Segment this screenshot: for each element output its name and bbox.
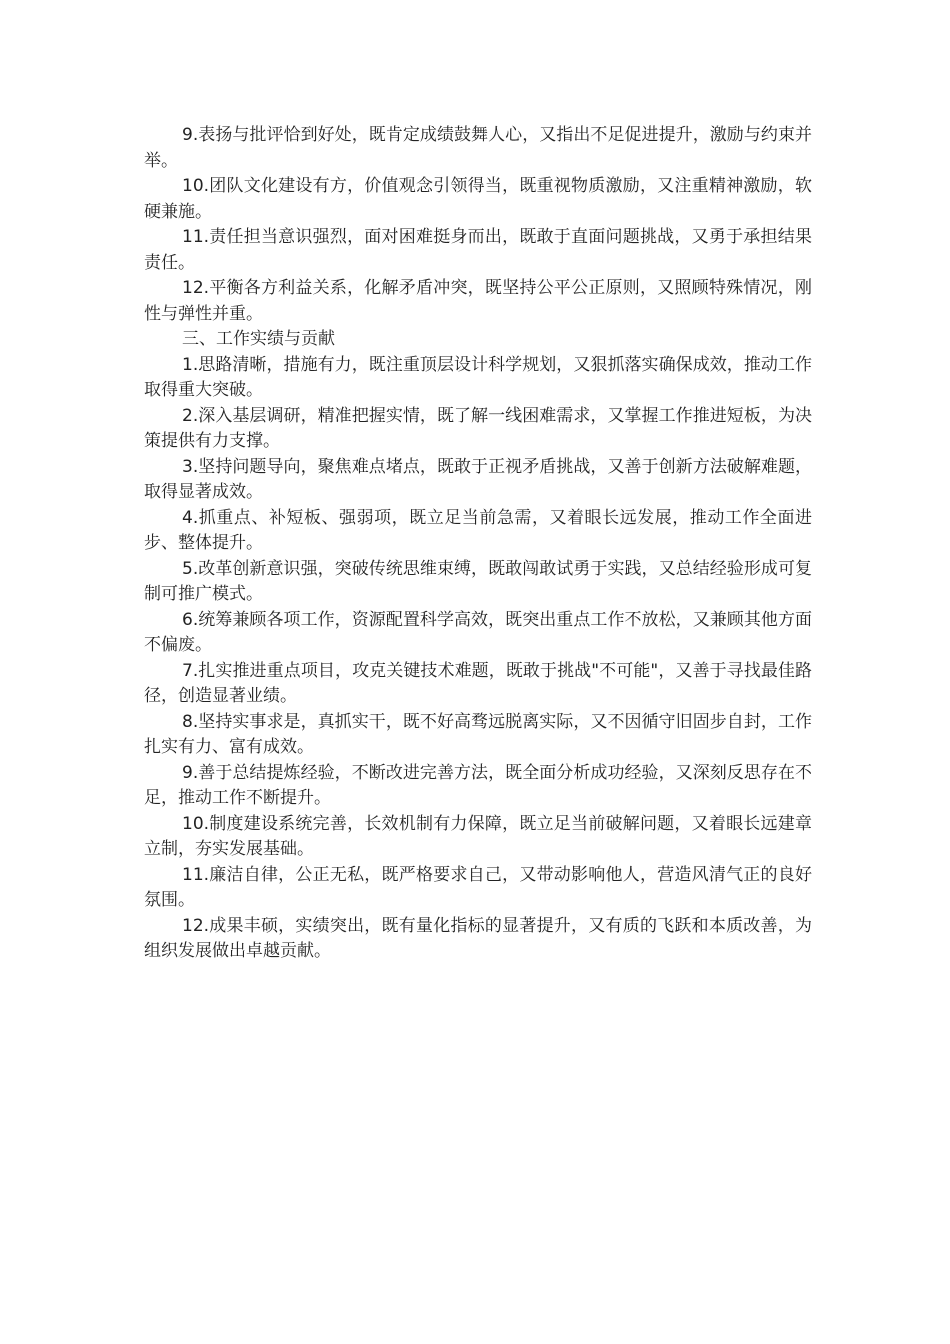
paragraph-item-12-balance-interests: 12.平衡各方利益关系，化解矛盾冲突，既坚持公平公正原则，又照顾特殊情况，刚性与弹性并重。 (144, 278, 812, 324)
paragraph-item-10-system-building: 10.制度建设系统完善，长效机制有力保障，既立足当前破解问题，又着眼长远建章立制，夯实发展基础。 (144, 813, 812, 859)
paragraph-item-3-problem-oriented: 3.坚持问题导向，聚焦难点堵点，既敢于正视矛盾挑战，又善于创新方法破解难题，取得显著成效。 (144, 456, 812, 502)
paragraph-item-2-grassroots-research: 2.深入基层调研，精准把握实情，既了解一线困难需求，又掌握工作推进短板，为决策提供有力支撑。 (144, 405, 812, 451)
section-heading-work-performance: 三、工作实绩与贡献 (182, 329, 335, 349)
paragraph-item-10-team-culture: 10.团队文化建设有方，价值观念引领得当，既重视物质激励，又注重精神激励，软硬兼施。 (144, 176, 812, 222)
paragraph-item-5-reform-innovation: 5.改革创新意识强，突破传统思维束缚，既敢闯敢试勇于实践，又总结经验形成可复制可推广模式。 (144, 558, 812, 604)
paragraph-item-11-responsibility: 11.责任担当意识强烈，面对困难挺身而出，既敢于直面问题挑战，又勇于承担结果责任。 (144, 227, 812, 273)
paragraph-item-12-fruitful-results: 12.成果丰硕，实绩突出，既有量化指标的显著提升，又有质的飞跃和本质改善，为组织发展做出卓越贡献。 (144, 915, 812, 961)
paragraph-item-8-seek-truth: 8.坚持实事求是，真抓实干，既不好高骛远脱离实际，又不因循守旧固步自封，工作扎实有力、富有成效。 (144, 711, 812, 757)
paragraph-item-9-summarize-experience: 9.善于总结提炼经验，不断改进完善方法，既全面分析成功经验，又深刻反思存在不足，推动工作不断提升。 (144, 762, 812, 808)
paragraph-item-11-integrity: 11.廉洁自律，公正无私，既严格要求自己，又带动影响他人，营造风清气正的良好氛围。 (144, 864, 812, 910)
paragraph-item-4-key-points: 4.抓重点、补短板、强弱项，既立足当前急需，又着眼长远发展，推动工作全面进步、整体提升。 (144, 507, 812, 553)
paragraph-item-7-key-projects: 7.扎实推进重点项目，攻克关键技术难题，既敢于挑战"不可能"，又善于寻找最佳路径，创造显著业绩。 (144, 660, 812, 706)
paragraph-item-9-praise-criticism: 9.表扬与批评恰到好处，既肯定成绩鼓舞人心，又指出不足促进提升，激励与约束并举。 (144, 125, 812, 171)
paragraph-item-6-overall-planning: 6.统筹兼顾各项工作，资源配置科学高效，既突出重点工作不放松，又兼顾其他方面不偏废。 (144, 609, 812, 655)
paragraph-item-1-clear-thinking: 1.思路清晰，措施有力，既注重顶层设计科学规划，又狠抓落实确保成效，推动工作取得重大突破。 (144, 354, 812, 400)
document-body (144, 123, 812, 965)
